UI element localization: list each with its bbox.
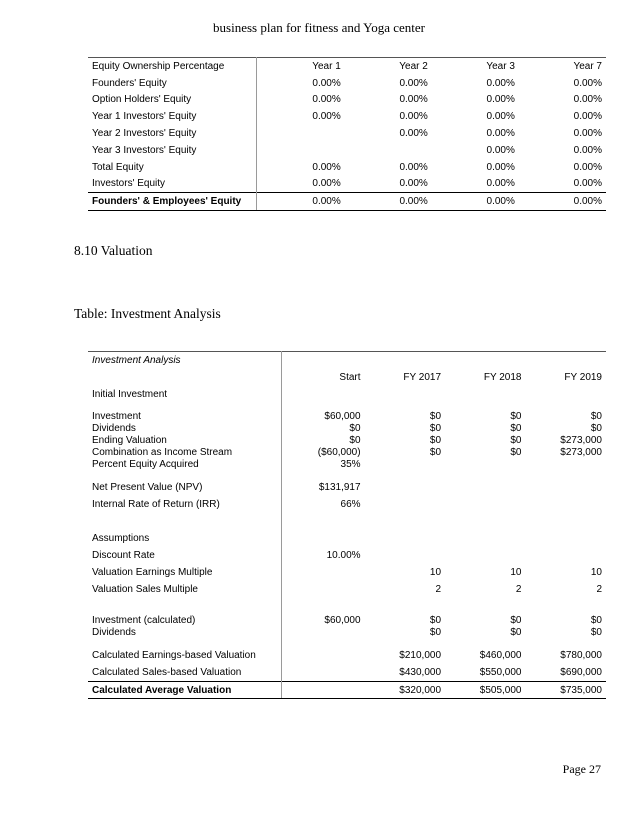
cell-value xyxy=(282,664,365,682)
empty-cell xyxy=(525,386,606,403)
cell-value: $0 xyxy=(429,615,442,626)
cell-value: $0 xyxy=(349,423,361,434)
irr-row xyxy=(88,496,606,513)
cell-value: $0 xyxy=(590,411,602,422)
empty-cell xyxy=(445,471,525,479)
row-label: Founders' & Employees' Equity xyxy=(88,193,257,211)
cell-value: 0.00% xyxy=(486,77,515,89)
table-header-row xyxy=(88,369,606,386)
table-row xyxy=(88,108,606,125)
cell-value: Year 7 xyxy=(519,58,606,75)
empty-cell xyxy=(282,639,365,647)
row-label: Percent Equity Acquired xyxy=(88,459,282,471)
cell-value: 0.00% xyxy=(573,178,602,190)
row-label xyxy=(88,598,282,615)
cell-value: $273,000 xyxy=(560,447,602,458)
empty-cell xyxy=(365,530,445,547)
cell-value: 2 xyxy=(435,584,442,595)
row-label: Net Present Value (NPV) xyxy=(88,479,282,496)
cell-value: $210,000 xyxy=(399,650,442,661)
cell-value: $0 xyxy=(429,411,442,422)
empty-cell xyxy=(445,530,525,547)
cell-value xyxy=(445,479,525,496)
calc-sales-row xyxy=(88,664,606,682)
cell-value: 0.00% xyxy=(399,161,428,173)
cell-value: 0.00% xyxy=(432,193,519,211)
cell-value: $0 xyxy=(590,615,602,626)
cell-value xyxy=(365,547,445,564)
empty-cell xyxy=(445,513,525,530)
empty-cell xyxy=(525,471,606,479)
cell-value: FY 2019 xyxy=(564,372,602,383)
row-label: Valuation Sales Multiple xyxy=(88,581,282,598)
table-row xyxy=(88,423,606,435)
table-row xyxy=(88,447,606,459)
table-row xyxy=(88,92,606,109)
empty-cell xyxy=(365,513,445,530)
row-label: Investment xyxy=(88,411,282,423)
row-label: Calculated Sales-based Valuation xyxy=(88,664,282,682)
row-label: Year 1 Investors' Equity xyxy=(88,108,257,125)
table-row xyxy=(88,142,606,159)
table-row xyxy=(88,411,606,423)
cell-value: 0.00% xyxy=(257,193,345,211)
table-row xyxy=(88,627,606,639)
empty-cell xyxy=(525,639,606,647)
row-label xyxy=(88,369,282,386)
empty-cell xyxy=(525,352,606,370)
empty-cell xyxy=(365,352,445,370)
row-label: Investors' Equity xyxy=(88,176,257,193)
row-label: Dividends xyxy=(88,423,282,435)
spacer-row xyxy=(88,403,606,411)
cell-value: 0.00% xyxy=(486,94,515,106)
cell-value: $430,000 xyxy=(399,667,442,678)
row-label: Year 2 Investors' Equity xyxy=(88,125,257,142)
cell-value: 0.00% xyxy=(312,94,341,106)
empty-cell xyxy=(365,471,445,479)
cell-value: 0.00% xyxy=(486,111,515,123)
cell-value: 0.00% xyxy=(486,144,515,156)
cell-value: $690,000 xyxy=(560,667,602,678)
cell-value: 0.00% xyxy=(312,111,341,123)
cell-value: $0 xyxy=(510,435,522,446)
empty-cell xyxy=(282,403,365,411)
cell-value xyxy=(257,142,345,159)
page-number: Page 27 xyxy=(562,762,601,776)
cell-value xyxy=(525,459,606,471)
cell-value: 0.00% xyxy=(486,178,515,190)
cell-value: 0.00% xyxy=(312,178,341,190)
cell-value: 0.00% xyxy=(399,111,428,123)
cell-value: 0.00% xyxy=(519,193,606,211)
empty-cell xyxy=(365,639,445,647)
cell-value: 0.00% xyxy=(573,94,602,106)
cell-value: $0 xyxy=(429,447,442,458)
row-label: Founders' Equity xyxy=(88,75,257,92)
cell-value: $0 xyxy=(510,411,522,422)
cell-value: 0.00% xyxy=(573,111,602,123)
cell-value xyxy=(257,125,345,142)
total-row xyxy=(88,682,606,699)
empty-cell xyxy=(282,471,365,479)
cell-value xyxy=(282,627,365,639)
cell-value: $460,000 xyxy=(479,650,522,661)
cell-value: $60,000 xyxy=(324,411,361,422)
cell-value xyxy=(525,547,606,564)
cell-value: 66% xyxy=(340,499,361,510)
empty-cell xyxy=(365,403,445,411)
calc-earnings-row xyxy=(88,647,606,664)
row-label xyxy=(88,403,282,411)
cell-value: $0 xyxy=(510,627,522,638)
empty-cell xyxy=(445,386,525,403)
table-row xyxy=(88,75,606,92)
equity-ownership-table xyxy=(88,57,606,211)
empty-cell xyxy=(445,352,525,370)
cell-value xyxy=(282,647,365,664)
empty-cell xyxy=(282,386,365,403)
cell-value: Year 1 xyxy=(257,58,345,75)
cell-value: 0.00% xyxy=(312,161,341,173)
page-header: business plan for fitness and Yoga center xyxy=(213,20,425,35)
cell-value: 2 xyxy=(596,584,602,595)
row-label: Initial Investment xyxy=(88,386,282,403)
row-label: Option Holders' Equity xyxy=(88,92,257,109)
sales-multiple-row xyxy=(88,581,606,598)
cell-value xyxy=(282,682,365,699)
cell-value: FY 2017 xyxy=(403,372,442,383)
row-label: Year 3 Investors' Equity xyxy=(88,142,257,159)
cell-value: 0.00% xyxy=(312,77,341,89)
table-row xyxy=(88,159,606,176)
investment-analysis-table xyxy=(88,351,606,699)
group-label-row xyxy=(88,530,606,547)
row-label: Investment Analysis xyxy=(88,352,282,370)
cell-value: $320,000 xyxy=(365,682,445,699)
cell-value: $0 xyxy=(590,423,602,434)
empty-cell xyxy=(445,639,525,647)
row-label: Calculated Earnings-based Valuation xyxy=(88,647,282,664)
table-title-row xyxy=(88,352,606,370)
cell-value: $0 xyxy=(349,435,361,446)
discount-row xyxy=(88,547,606,564)
row-label xyxy=(88,639,282,647)
group-label-row xyxy=(88,386,606,403)
cell-value: $0 xyxy=(590,627,602,638)
cell-value: 0.00% xyxy=(486,161,515,173)
cell-value: $60,000 xyxy=(324,615,361,626)
row-label: Total Equity xyxy=(88,159,257,176)
row-label: Investment (calculated) xyxy=(88,615,282,627)
cell-value: 0.00% xyxy=(573,161,602,173)
cell-value: 0.00% xyxy=(399,77,428,89)
row-label: Discount Rate xyxy=(88,547,282,564)
cell-value xyxy=(365,496,445,513)
table-row xyxy=(88,615,606,627)
table-row xyxy=(88,125,606,142)
cell-value: $0 xyxy=(510,615,522,626)
table-caption: Table: Investment Analysis xyxy=(74,306,221,321)
npv-row xyxy=(88,479,606,496)
empty-cell xyxy=(282,598,365,615)
empty-cell xyxy=(282,352,365,370)
table-row xyxy=(88,459,606,471)
row-label: Ending Valuation xyxy=(88,435,282,447)
cell-value xyxy=(445,459,525,471)
cell-value xyxy=(445,547,525,564)
table-header-row xyxy=(88,58,606,75)
cell-value: 0.00% xyxy=(345,193,432,211)
cell-value: Year 3 xyxy=(432,58,519,75)
row-label: Equity Ownership Percentage xyxy=(88,58,257,75)
row-label: Valuation Earnings Multiple xyxy=(88,564,282,581)
empty-cell xyxy=(282,513,365,530)
spacer-row xyxy=(88,513,606,530)
cell-value: $0 xyxy=(429,423,442,434)
cell-value: 0.00% xyxy=(399,94,428,106)
total-row xyxy=(88,193,606,211)
spacer-row xyxy=(88,598,606,615)
cell-value xyxy=(445,496,525,513)
cell-value: 0.00% xyxy=(486,128,515,140)
empty-cell xyxy=(365,598,445,615)
cell-value: 0.00% xyxy=(399,178,428,190)
earnings-multiple-row xyxy=(88,564,606,581)
cell-value xyxy=(365,459,445,471)
cell-value: Start xyxy=(339,372,361,383)
cell-value: $780,000 xyxy=(560,650,602,661)
empty-cell xyxy=(525,403,606,411)
row-label: Combination as Income Stream xyxy=(88,447,282,459)
row-label xyxy=(88,471,282,479)
cell-value xyxy=(525,496,606,513)
cell-value: $131,917 xyxy=(318,482,361,493)
empty-cell xyxy=(282,530,365,547)
empty-cell xyxy=(525,530,606,547)
cell-value: 2 xyxy=(515,584,522,595)
empty-cell xyxy=(445,598,525,615)
cell-value: $0 xyxy=(429,435,442,446)
cell-value: 35% xyxy=(340,459,361,470)
row-label: Calculated Average Valuation xyxy=(88,682,282,699)
section-title: 8.10 Valuation xyxy=(74,243,153,258)
cell-value: 10 xyxy=(510,567,522,578)
cell-value: 0.00% xyxy=(573,128,602,140)
empty-cell xyxy=(445,403,525,411)
cell-value: $0 xyxy=(510,447,522,458)
cell-value xyxy=(282,581,365,598)
cell-value: 0.00% xyxy=(573,144,602,156)
row-label: Dividends xyxy=(88,627,282,639)
cell-value: 10 xyxy=(429,567,442,578)
row-label xyxy=(88,513,282,530)
table-row xyxy=(88,176,606,193)
cell-value: 10 xyxy=(590,567,602,578)
cell-value xyxy=(525,479,606,496)
cell-value: 10.00% xyxy=(326,550,361,561)
cell-value: $550,000 xyxy=(479,667,522,678)
cell-value: Year 2 xyxy=(345,58,432,75)
empty-cell xyxy=(525,513,606,530)
cell-value: $0 xyxy=(429,627,442,638)
row-label: Internal Rate of Return (IRR) xyxy=(88,496,282,513)
cell-value: 0.00% xyxy=(399,128,428,140)
cell-value xyxy=(282,564,365,581)
spacer-row xyxy=(88,471,606,479)
cell-value xyxy=(365,479,445,496)
cell-value xyxy=(345,142,432,159)
cell-value: FY 2018 xyxy=(483,372,522,383)
empty-cell xyxy=(525,598,606,615)
empty-cell xyxy=(365,386,445,403)
cell-value: $273,000 xyxy=(560,435,602,446)
table-row xyxy=(88,435,606,447)
cell-value: $505,000 xyxy=(445,682,525,699)
row-label: Assumptions xyxy=(88,530,282,547)
cell-value: 0.00% xyxy=(573,77,602,89)
spacer-row xyxy=(88,639,606,647)
cell-value: ($60,000) xyxy=(317,447,361,458)
cell-value: $735,000 xyxy=(525,682,606,699)
cell-value: $0 xyxy=(510,423,522,434)
